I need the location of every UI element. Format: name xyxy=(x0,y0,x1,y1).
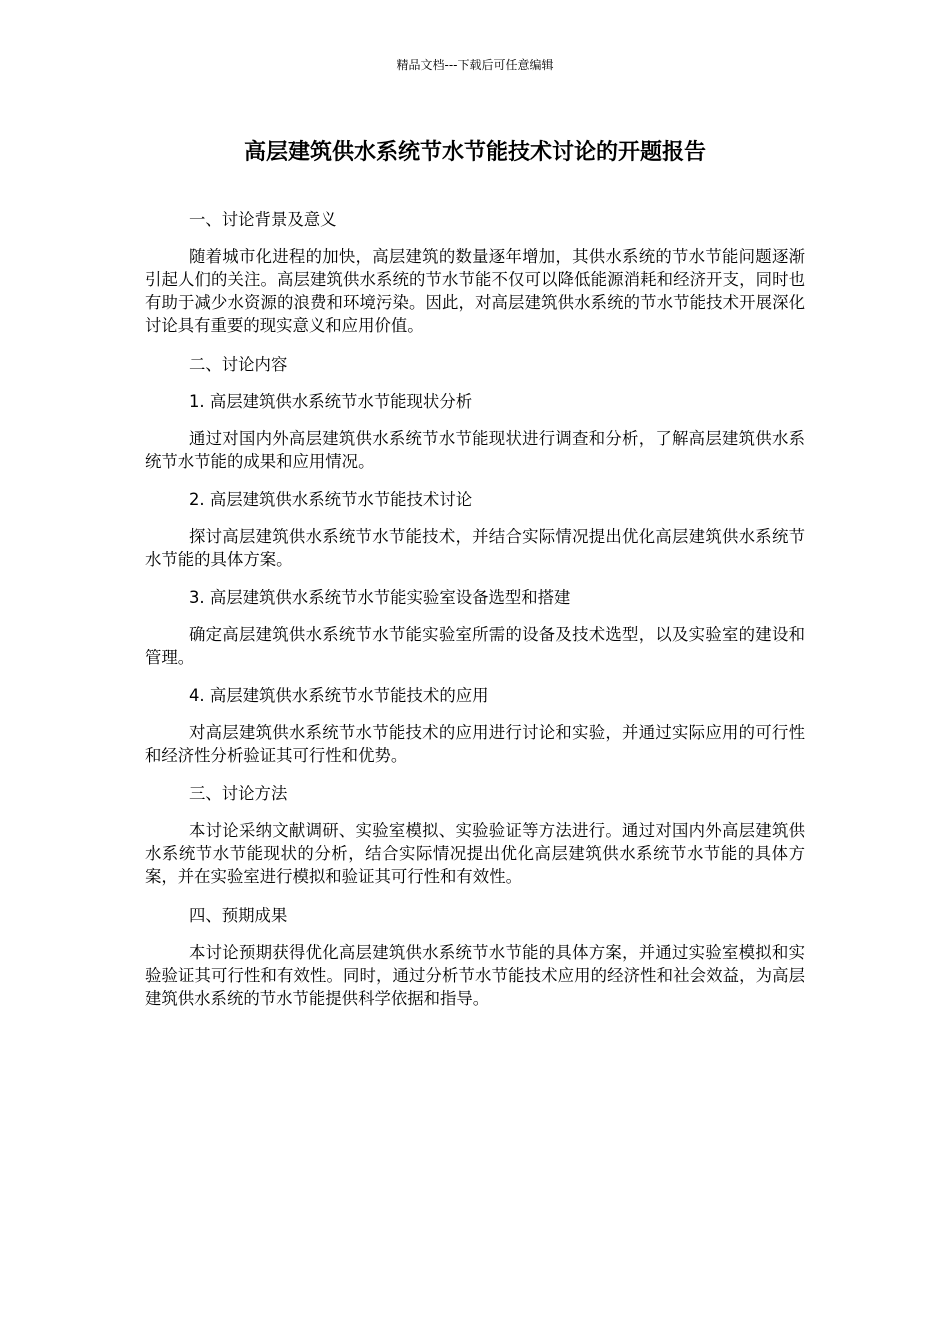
paragraph-application: 对高层建筑供水系统节水节能技术的应用进行讨论和实验，并通过实际应用的可行性和经济性分析验证其可行性和优势。 xyxy=(145,723,805,765)
section-heading-expected-results: 四、预期成果 xyxy=(189,906,288,925)
paragraph-lab-equipment: 确定高层建筑供水系统节水节能实验室所需的设备及技术选型，以及实验室的建设和管理。 xyxy=(145,625,805,667)
paragraph-background: 随着城市化进程的加快，高层建筑的数量逐年增加，其供水系统的节水节能问题逐渐引起人们的关注。高层建筑供水系统的节水节能不仅可以降低能源消耗和经济开支，同时也有助于减少水资源的浪费和环境污染。因此，对高层建筑供水系统的节水节能技术开展深化讨论具有重要的现实意义和应用价值。 xyxy=(145,247,805,335)
page-header-watermark: 精品文档---下载后可任意编辑 xyxy=(396,58,554,72)
subheading-technology-discussion: 2. 高层建筑供水系统节水节能技术讨论 xyxy=(189,490,473,509)
section-heading-background: 一、讨论背景及意义 xyxy=(189,210,337,229)
paragraph-status-analysis: 通过对国内外高层建筑供水系统节水节能现状进行调查和分析，了解高层建筑供水系统节水节能的成果和应用情况。 xyxy=(145,429,805,471)
paragraph-methods: 本讨论采纳文献调研、实验室模拟、实验验证等方法进行。通过对国内外高层建筑供水系统节水节能现状的分析，结合实际情况提出优化高层建筑供水系统节水节能的具体方案，并在实验室进行模拟和验证其可行性和有效性。 xyxy=(145,821,805,886)
section-heading-content: 二、讨论内容 xyxy=(189,355,288,374)
paragraph-expected-results: 本讨论预期获得优化高层建筑供水系统节水节能的具体方案，并通过实验室模拟和实验验证其可行性和有效性。同时，通过分析节水节能技术应用的经济性和社会效益，为高层建筑供水系统的节水节能提供科学依据和指导。 xyxy=(145,943,805,1008)
subheading-lab-equipment: 3. 高层建筑供水系统节水节能实验室设备选型和搭建 xyxy=(189,588,571,607)
paragraph-technology-discussion: 探讨高层建筑供水系统节水节能技术，并结合实际情况提出优化高层建筑供水系统节水节能的具体方案。 xyxy=(145,527,805,569)
section-heading-methods: 三、讨论方法 xyxy=(189,784,288,803)
subheading-status-analysis: 1. 高层建筑供水系统节水节能现状分析 xyxy=(189,392,473,411)
document-title: 高层建筑供水系统节水节能技术讨论的开题报告 xyxy=(243,140,706,165)
subheading-application: 4. 高层建筑供水系统节水节能技术的应用 xyxy=(189,686,489,705)
